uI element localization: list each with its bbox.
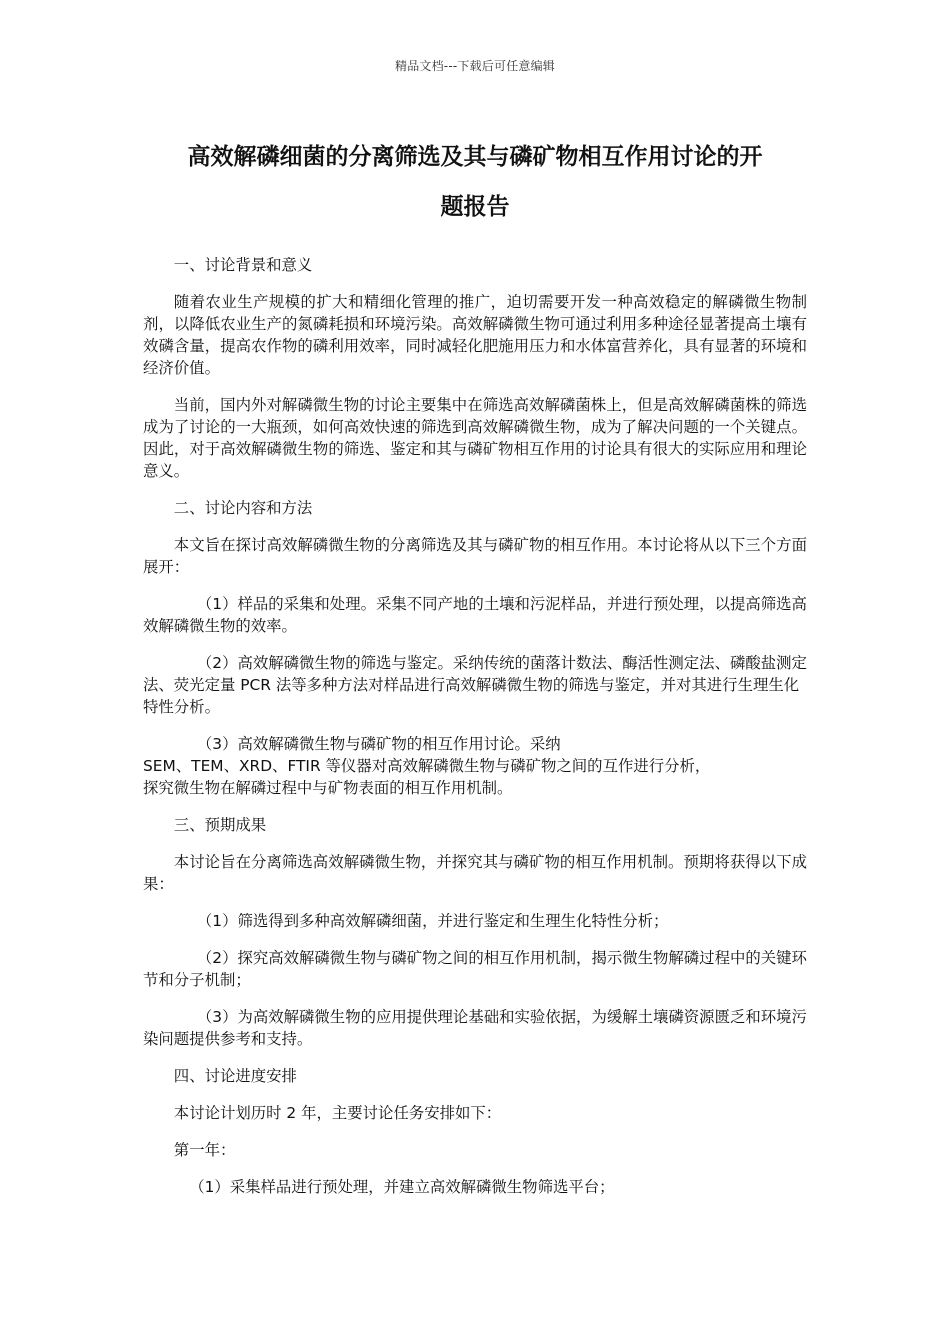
section-2-item-3-line-3: 探究微生物在解磷过程中与矿物表面的相互作用机制。 (143, 779, 513, 797)
section-1-heading: 一、讨论背景和意义 (173, 256, 313, 274)
section-3-heading: 三、预期成果 (173, 816, 267, 834)
section-2-intro: 本文旨在探讨高效解磷微生物的分离筛选及其与磷矿物的相互作用。本讨论将从以下三个方面展开： (143, 536, 807, 576)
section-1-paragraph-1: 随着农业生产规模的扩大和精细化管理的推广，迫切需要开发一种高效稳定的解磷微生物制剂，以降低农业生产的氮磷耗损和环境污染。高效解磷微生物可通过利用多种途径显著提高土壤有效磷含量，提高农作物的磷利用效率，同时减轻化肥施用压力和水体富营养化，具有显著的环境和经济价值。 (143, 293, 807, 377)
header-note: 精品文档---下载后可任意编辑 (395, 59, 555, 73)
section-2-item-2: （2）高效解磷微生物的筛选与鉴定。采纳传统的菌落计数法、酶活性测定法、磷酸盐测定法、荧光定量 PCR 法等多种方法对样品进行高效解磷微生物的筛选与鉴定，并对其进行生理生化特性分析。 (143, 654, 807, 716)
section-1-paragraph-2: 当前，国内外对解磷微生物的讨论主要集中在筛选高效解磷菌株上，但是高效解磷菌株的筛选成为了讨论的一大瓶颈，如何高效快速的筛选到高效解磷微生物，成为了解决问题的一个关键点。因此，对于高效解磷微生物的筛选、鉴定和其与磷矿物相互作用的讨论具有很大的实际应用和理论意义。 (143, 396, 807, 480)
section-2-item-3 (143, 733, 807, 799)
section-4-heading: 四、讨论进度安排 (173, 1067, 297, 1085)
document-title (140, 132, 810, 232)
title-line-2: 题报告 (440, 194, 510, 220)
section-2-item-3-line-1: （3）高效解磷微生物与磷矿物的相互作用讨论。采纳 (196, 735, 561, 753)
section-3-item-3: （3）为高效解磷微生物的应用提供理论基础和实验依据，为缓解土壤磷资源匮乏和环境污染问题提供参考和支持。 (143, 1008, 807, 1048)
section-4-item-1: （1）采集样品进行预处理，并建立高效解磷微生物筛选平台； (189, 1178, 615, 1196)
section-4-year-1: 第一年： (173, 1141, 236, 1159)
title-line-1: 高效解磷细菌的分离筛选及其与磷矿物相互作用讨论的开 (187, 144, 763, 170)
section-2-item-3-line-2: SEM、TEM、XRD、FTIR 等仪器对高效解磷微生物与磷矿物之间的互作进行分析， (143, 757, 711, 775)
section-3-item-2: （2）探究高效解磷微生物与磷矿物之间的相互作用机制，揭示微生物解磷过程中的关键环节和分子机制； (143, 949, 807, 989)
document-body (143, 254, 807, 1213)
section-3-intro: 本讨论旨在分离筛选高效解磷微生物，并探究其与磷矿物的相互作用机制。预期将获得以下成果： (143, 853, 807, 893)
section-4-intro: 本讨论计划历时 2 年，主要讨论任务安排如下： (173, 1104, 502, 1122)
section-3-item-1: （1）筛选得到多种高效解磷细菌，并进行鉴定和生理生化特性分析； (196, 912, 669, 930)
section-2-item-1: （1）样品的采集和处理。采集不同产地的土壤和污泥样品，并进行预处理，以提高筛选高效解磷微生物的效率。 (143, 595, 807, 635)
section-2-heading: 二、讨论内容和方法 (173, 499, 313, 517)
